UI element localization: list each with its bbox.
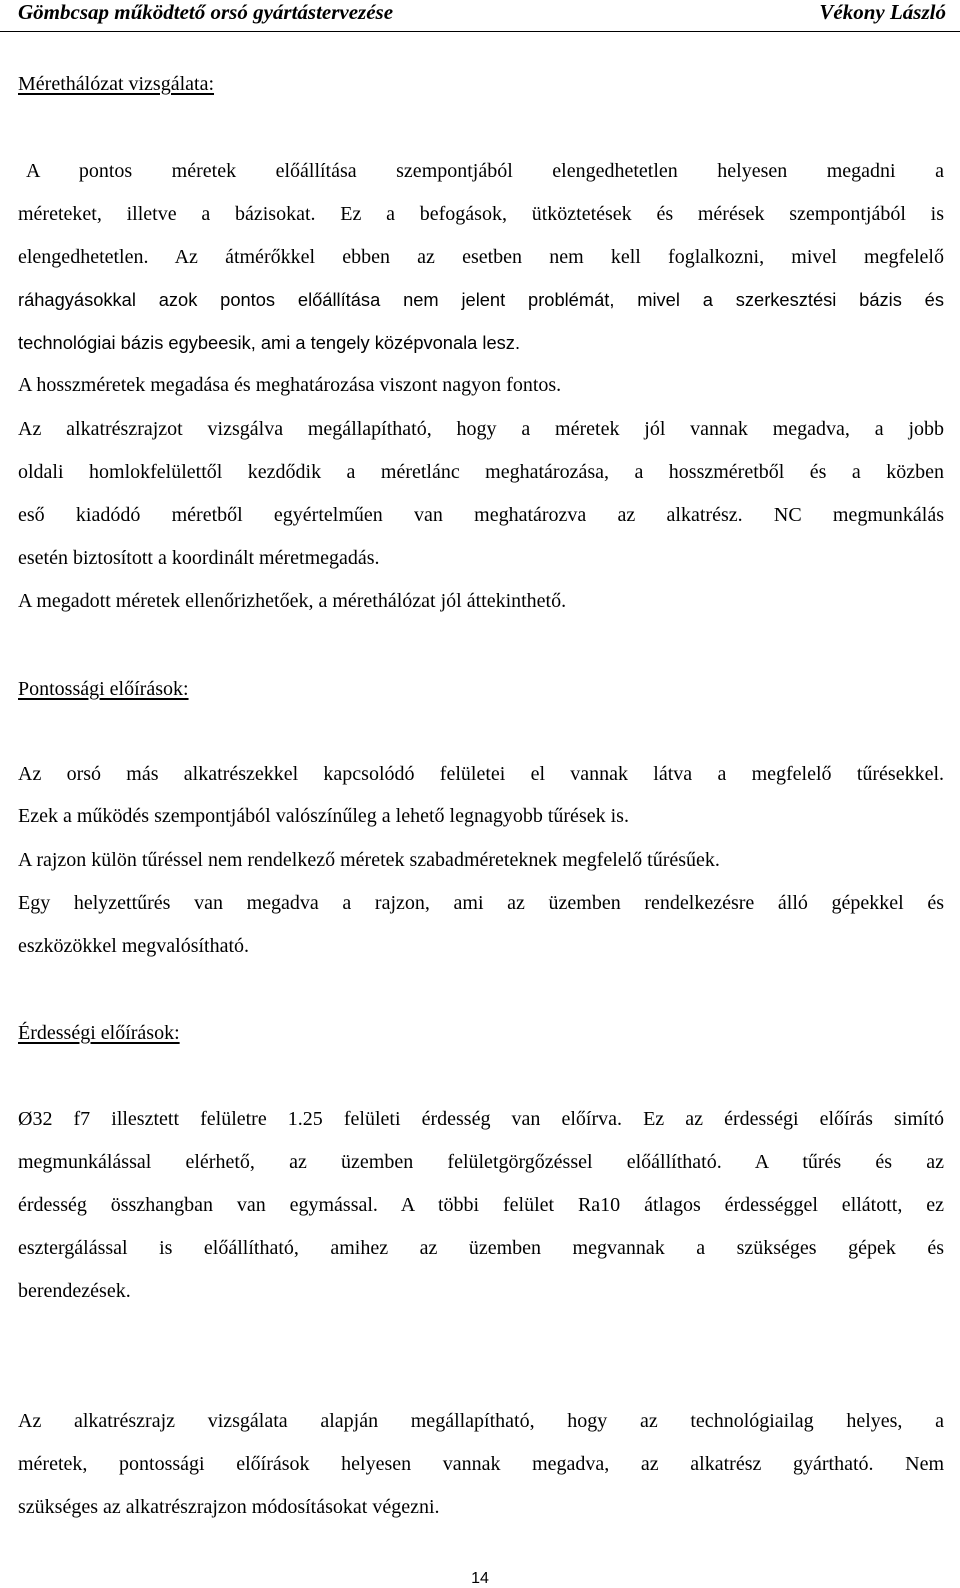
page-number: 14 bbox=[471, 1570, 489, 1587]
paragraph-line: A rajzon külön tűréssel nem rendelkező méretek szabadméreteknek megfelelő tűrésűek. bbox=[18, 849, 720, 871]
paragraph-line: oldali homlokfelülettől kezdődik a méretlánc meghatározása, a hosszméretből és a közben bbox=[18, 461, 944, 483]
paragraph-line: Az alkatrészrajzot vizsgálva megállapítható, hogy a méretek jól vannak megadva, a jobb bbox=[18, 418, 944, 440]
paragraph-line: berendezések. bbox=[18, 1280, 131, 1302]
paragraph-line: méreteket, illetve a bázisokat. Ez a befogások, ütköztetések és mérések szempontjából is bbox=[18, 203, 944, 225]
paragraph-line: Ezek a működés szempontjából valószínűleg a lehető legnagyobb tűrések is. bbox=[18, 805, 629, 827]
paragraph-line: Az alkatrészrajz vizsgálata alapján megállapítható, hogy az technológiailag helyes, a bbox=[18, 1410, 944, 1432]
paragraph-line: eszközökkel megvalósítható. bbox=[18, 935, 250, 957]
paragraph-line: Egy helyzettűrés van megadva a rajzon, ami az üzemben rendelkezésre álló gépekkel és bbox=[18, 892, 944, 914]
paragraph-line: esztergálással is előállítható, amihez az üzemben megvannak a szükséges gépek és bbox=[18, 1237, 944, 1259]
header-divider bbox=[0, 31, 960, 32]
paragraph-line: A pontos méretek előállítása szempontjából elengedhetetlen helyesen megadni a bbox=[26, 160, 944, 182]
page-header bbox=[0, 0, 960, 34]
section-heading-merethalozat: Mérethálózat vizsgálata: bbox=[18, 73, 215, 95]
paragraph-line: megmunkálással elérhető, az üzemben felületgörgőzéssel előállítható. A tűrés és az bbox=[18, 1151, 944, 1173]
section-heading-erdesseg: Érdességi előírások: bbox=[18, 1022, 180, 1044]
paragraph-line: esetén biztosított a koordinált méretmegadás. bbox=[18, 547, 380, 569]
paragraph-line: érdesség összhangban van egymással. A többi felület Ra10 átlagos érdességgel ellátott, ez bbox=[18, 1194, 944, 1216]
paragraph-line: méretek, pontossági előírások helyesen vannak megadva, az alkatrész gyártható. Nem bbox=[18, 1453, 944, 1475]
document-title: Gömbcsap működtető orsó gyártástervezése bbox=[18, 0, 394, 24]
section-heading-pontossag: Pontossági előírások: bbox=[18, 678, 189, 700]
paragraph-line: elengedhetetlen. Az átmérőkkel ebben az esetben nem kell foglalkozni, mivel megfelelő bbox=[18, 246, 944, 268]
paragraph-line: szükséges az alkatrészrajzon módosításokat végezni. bbox=[18, 1496, 440, 1518]
paragraph-line: Az orsó más alkatrészekkel kapcsolódó felületei el vannak látva a megfelelő tűrésekkel. bbox=[18, 763, 944, 785]
paragraph-line: A hosszméretek megadása és meghatározása viszont nagyon fontos. bbox=[18, 374, 562, 396]
paragraph-line: technológiai bázis egybeesik, ami a tengely középvonala lesz. bbox=[18, 332, 521, 353]
paragraph-line: eső kiadódó méretből egyértelműen van meghatározva az alkatrész. NC megmunkálás bbox=[18, 504, 944, 526]
paragraph-line: ráhagyásokkal azok pontos előállítása nem jelent problémát, mivel a szerkesztési bázis és bbox=[18, 289, 944, 310]
paragraph-line: Ø32 f7 illesztett felületre 1.25 felületi érdesség van előírva. Ez az érdességi előírás simító bbox=[18, 1108, 944, 1130]
author-name: Vékony László bbox=[819, 0, 946, 24]
paragraph-line: A megadott méretek ellenőrizhetőek, a mérethálózat jól áttekinthető. bbox=[18, 590, 567, 612]
